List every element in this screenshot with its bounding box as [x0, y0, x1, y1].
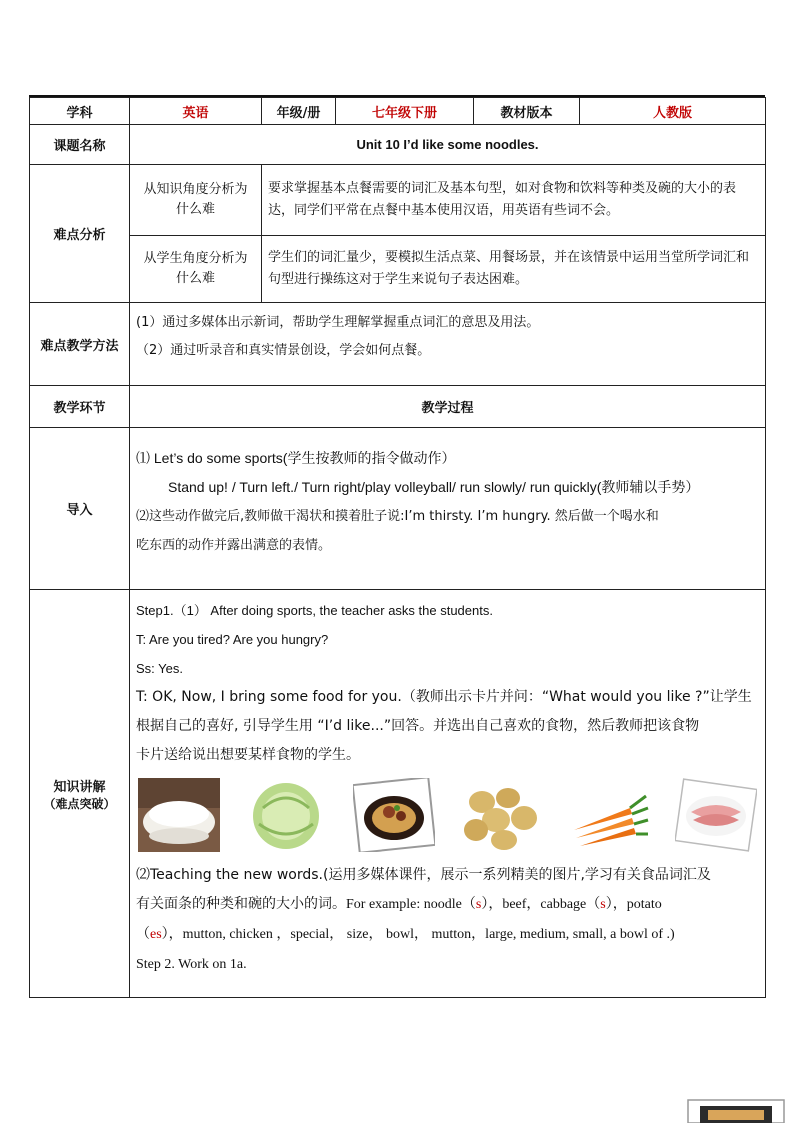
knowledge-row	[30, 590, 766, 998]
mutton-slices-icon	[675, 778, 757, 852]
step2-line: Step 2. Work on 1a.	[136, 957, 247, 972]
teaching-new-words-line-1: ⑵Teaching the new words.(运用多媒体课件，展示一系列精美的图片,学习有关食品词汇及	[136, 867, 711, 883]
subject-label: 学科	[30, 98, 130, 125]
knowledge-label	[30, 590, 130, 998]
rice-bowl-icon	[138, 778, 220, 852]
vocab-text-b: ），beef，cabbage（	[481, 897, 601, 912]
student-difficulty-row	[30, 236, 766, 303]
lesson-title-row	[30, 125, 766, 165]
method-line-1: (1）通过多媒体出示新词，帮助学生理解掌握重点词汇的意思及用法。	[136, 315, 540, 330]
edition-label: 教材版本	[474, 98, 580, 125]
lesson-name-label: 课题名称	[30, 125, 130, 165]
difficulty-label: 难点分析	[30, 165, 130, 303]
student-angle-label-line2: 什么难	[175, 271, 215, 286]
noodles-icon	[353, 778, 435, 852]
process-header-row	[30, 386, 766, 428]
stage-label: 教学环节	[30, 386, 130, 428]
knowledge-label-line2: （难点突破）	[43, 796, 116, 811]
suffix-s-1: s	[475, 897, 482, 912]
suffix-s-2: s	[600, 897, 606, 912]
subject-value: 英语	[130, 98, 262, 125]
lesson-plan-table	[29, 97, 766, 998]
food-picture-row	[136, 770, 759, 860]
teaching-new-words-line-2	[136, 890, 759, 920]
intro-line-1: ⑴ Let’s do some sports(学生按教师的指令做动作）	[136, 450, 456, 466]
knowledge-difficulty-row	[30, 165, 766, 236]
grade-value: 七年级下册	[336, 98, 474, 125]
header-row	[30, 98, 766, 125]
teacher-question: T: Are you tired? Are you hungry?	[136, 632, 329, 647]
vocab-text-d: （	[136, 927, 150, 942]
vocab-text-a: 有关面条的种类和碗的大小的词。For example: noodle（	[136, 897, 476, 912]
grade-label: 年级/册	[262, 98, 336, 125]
knowledge-content	[130, 590, 766, 998]
student-angle-text: 学生们的词汇量少，要模拟生活点菜、用餐场景，并在该情景中运用当堂所学词汇和句型进行操练这对于学生来说句子表达困难。	[262, 236, 766, 303]
method-label: 难点教学方法	[30, 303, 130, 386]
suffix-es: es	[150, 927, 162, 942]
intro-row	[30, 428, 766, 590]
cabbage-icon	[245, 778, 327, 852]
knowledge-angle-label-line1: 从知识角度分析为	[143, 182, 248, 197]
knowledge-angle-label	[130, 165, 262, 236]
teacher-food-line-2: 根据自己的喜好, 引导学生用 “I’d like...”回答。并选出自己喜欢的食物，然后教师把该食物	[136, 718, 700, 734]
knowledge-angle-text: 要求掌握基本点餐需要的词汇及基本句型，如对食物和饮料等种类及碗的大小的表达，同学们平常在点餐中基本使用汉语，用英语有些词不会。	[262, 165, 766, 236]
process-label: 教学过程	[130, 386, 766, 428]
intro-line-4: 吃东西的动作并露出满意的表情。	[136, 538, 332, 553]
method-text	[130, 303, 766, 386]
student-angle-label	[130, 236, 262, 303]
teacher-food-line-3: 卡片送给说出想要某样食物的学生。	[136, 747, 360, 763]
vocab-text-e: ），mutton, chicken ，special， size， bowl， mutton，large, medium, small, a bowl of .)	[161, 927, 675, 942]
knowledge-angle-label-line2: 什么难	[175, 202, 215, 217]
vocab-text-c: ），potato	[605, 897, 662, 912]
potatoes-icon	[460, 778, 542, 852]
step1-line: Step1.（1） After doing sports, the teacher asks the students.	[136, 603, 493, 618]
intro-line-2: Stand up! / Turn left./ Turn right/play volleyball/ run slowly/ run quickly(教师辅以手势）	[168, 479, 700, 495]
intro-text	[130, 428, 766, 590]
intro-line-3: ⑵这些动作做完后,教师做干渴状和摸着肚子说:I’m thirsty. I’m hungry. 然后做一个喝水和	[136, 509, 659, 524]
lesson-title: Unit 10 I’d like some noodles.	[130, 125, 766, 165]
noodles-thumbnail-icon	[686, 1098, 786, 1123]
method-line-2: （2）通过听录音和真实情景创设，学会如何点餐。	[136, 343, 431, 358]
student-angle-label-line1: 从学生角度分析为	[143, 251, 248, 266]
edition-value: 人教版	[580, 98, 766, 125]
carrots-icon	[568, 778, 650, 852]
students-answer: Ss: Yes.	[136, 661, 183, 676]
knowledge-label-line1: 知识讲解	[53, 779, 106, 795]
method-row	[30, 303, 766, 386]
intro-label: 导入	[30, 428, 130, 590]
teacher-food-line-1: T: OK, Now, I bring some food for you.（教师出示卡片并问：“What would you like ?”让学生	[136, 689, 752, 705]
teaching-new-words-line-3	[136, 920, 759, 950]
